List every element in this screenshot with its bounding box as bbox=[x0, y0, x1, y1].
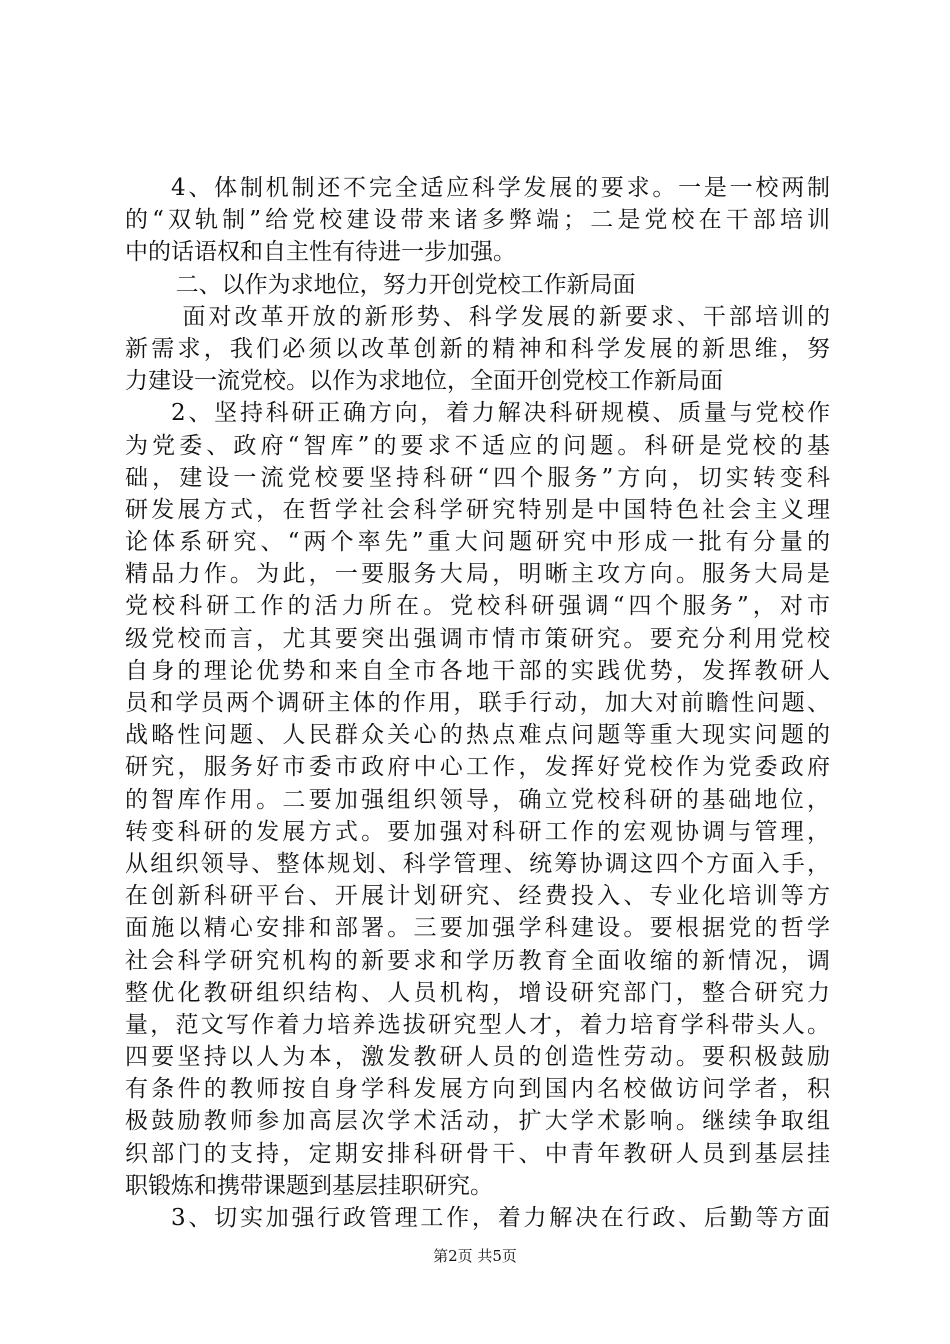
text-line: 在创新科研平台、开展计划研究、经费投入、专业化培训等方 bbox=[125, 883, 830, 910]
text-line: 3、切实加强行政管理工作，着力解决在行政、后勤等方面 bbox=[171, 1205, 830, 1231]
text-line: 研发展方式，在哲学社会科学研究特别是中国特色社会主义理 bbox=[125, 496, 830, 523]
text-line: 础，建设一流党校要坚持科研“四个服务”方向，切实转变科 bbox=[125, 464, 830, 491]
text-line: 中的话语权和自主性有待进一步加强。 bbox=[125, 239, 516, 266]
section-heading: 二、以作为求地位，努力开创党校工作新局面 bbox=[175, 271, 636, 298]
text-line: 党校科研工作的活力所在。党校科研强调“四个服务”，对市 bbox=[125, 593, 830, 620]
text-line: 力建设一流党校。以作为求地位，全面开创党校工作新局面 bbox=[125, 368, 723, 395]
text-line: 四要坚持以人为本，激发教研人员的创造性劳动。要积极鼓励 bbox=[125, 1044, 830, 1071]
text-line: 自身的理论优势和来自全市各地干部的实践优势，发挥教研人 bbox=[125, 657, 830, 684]
text-line: 面施以精心安排和部署。三要加强学科建设。要根据党的哲学 bbox=[125, 915, 830, 942]
body-text bbox=[125, 172, 830, 1234]
text-line: 的“双轨制”给党校建设带来诸多弊端；二是党校在干部培训 bbox=[125, 207, 830, 234]
text-line: 论体系研究、“两个率先”重大问题研究中形成一批有分量的 bbox=[125, 529, 830, 556]
text-line: 为党委、政府“智库”的要求不适应的问题。科研是党校的基 bbox=[125, 432, 830, 459]
text-line: 转变科研的发展方式。要加强对科研工作的宏观协调与管理， bbox=[125, 818, 830, 845]
text-line: 极鼓励教师参加高层次学术活动，扩大学术影响。继续争取组 bbox=[125, 1108, 830, 1135]
text-line: 2、坚持科研正确方向，着力解决科研规模、质量与党校作 bbox=[171, 400, 830, 427]
text-line: 级党校而言，尤其要突出强调市情市策研究。要充分利用党校 bbox=[125, 625, 830, 652]
text-line: 4、体制机制还不完全适应科学发展的要求。一是一校两制 bbox=[171, 175, 830, 201]
text-line: 的智库作用。二要加强组织领导，确立党校科研的基础地位， bbox=[125, 786, 830, 813]
text-line: 量，范文写作着力培养选拔研究型人才，着力培育学科带头人。 bbox=[125, 1011, 830, 1038]
text-line: 新需求，我们必须以改革创新的精神和科学发展的新思维，努 bbox=[125, 335, 830, 362]
text-line: 战略性问题、人民群众关心的热点难点问题等重大现实问题的 bbox=[125, 722, 830, 749]
text-line: 从组织领导、整体规划、科学管理、统筹协调这四个方面入手， bbox=[125, 850, 830, 877]
text-line: 研究，服务好市委市政府中心工作，发挥好党校作为党委政府 bbox=[125, 754, 830, 781]
text-line: 织部门的支持，定期安排科研骨干、中青年教研人员到基层挂 bbox=[125, 1140, 830, 1167]
text-line: 精品力作。为此，一要服务大局，明晰主攻方向。服务大局是 bbox=[125, 561, 830, 588]
page-footer: 第2页 共5页 bbox=[433, 1247, 517, 1265]
text-line: 职锻炼和携带课题到基层挂职研究。 bbox=[125, 1172, 493, 1199]
text-line: 社会科学研究机构的新要求和学历教育全面收缩的新情况，调 bbox=[125, 947, 830, 974]
text-line: 面对改革开放的新形势、科学发展的新要求、干部培训的 bbox=[182, 303, 830, 330]
text-line: 有条件的教师按自身学科发展方向到国内名校做访问学者，积 bbox=[125, 1076, 830, 1103]
text-line: 员和学员两个调研主体的作用，联手行动，加大对前瞻性问题、 bbox=[125, 690, 830, 716]
text-line: 整优化教研组织结构、人员机构，增设研究部门，整合研究力 bbox=[125, 979, 830, 1006]
